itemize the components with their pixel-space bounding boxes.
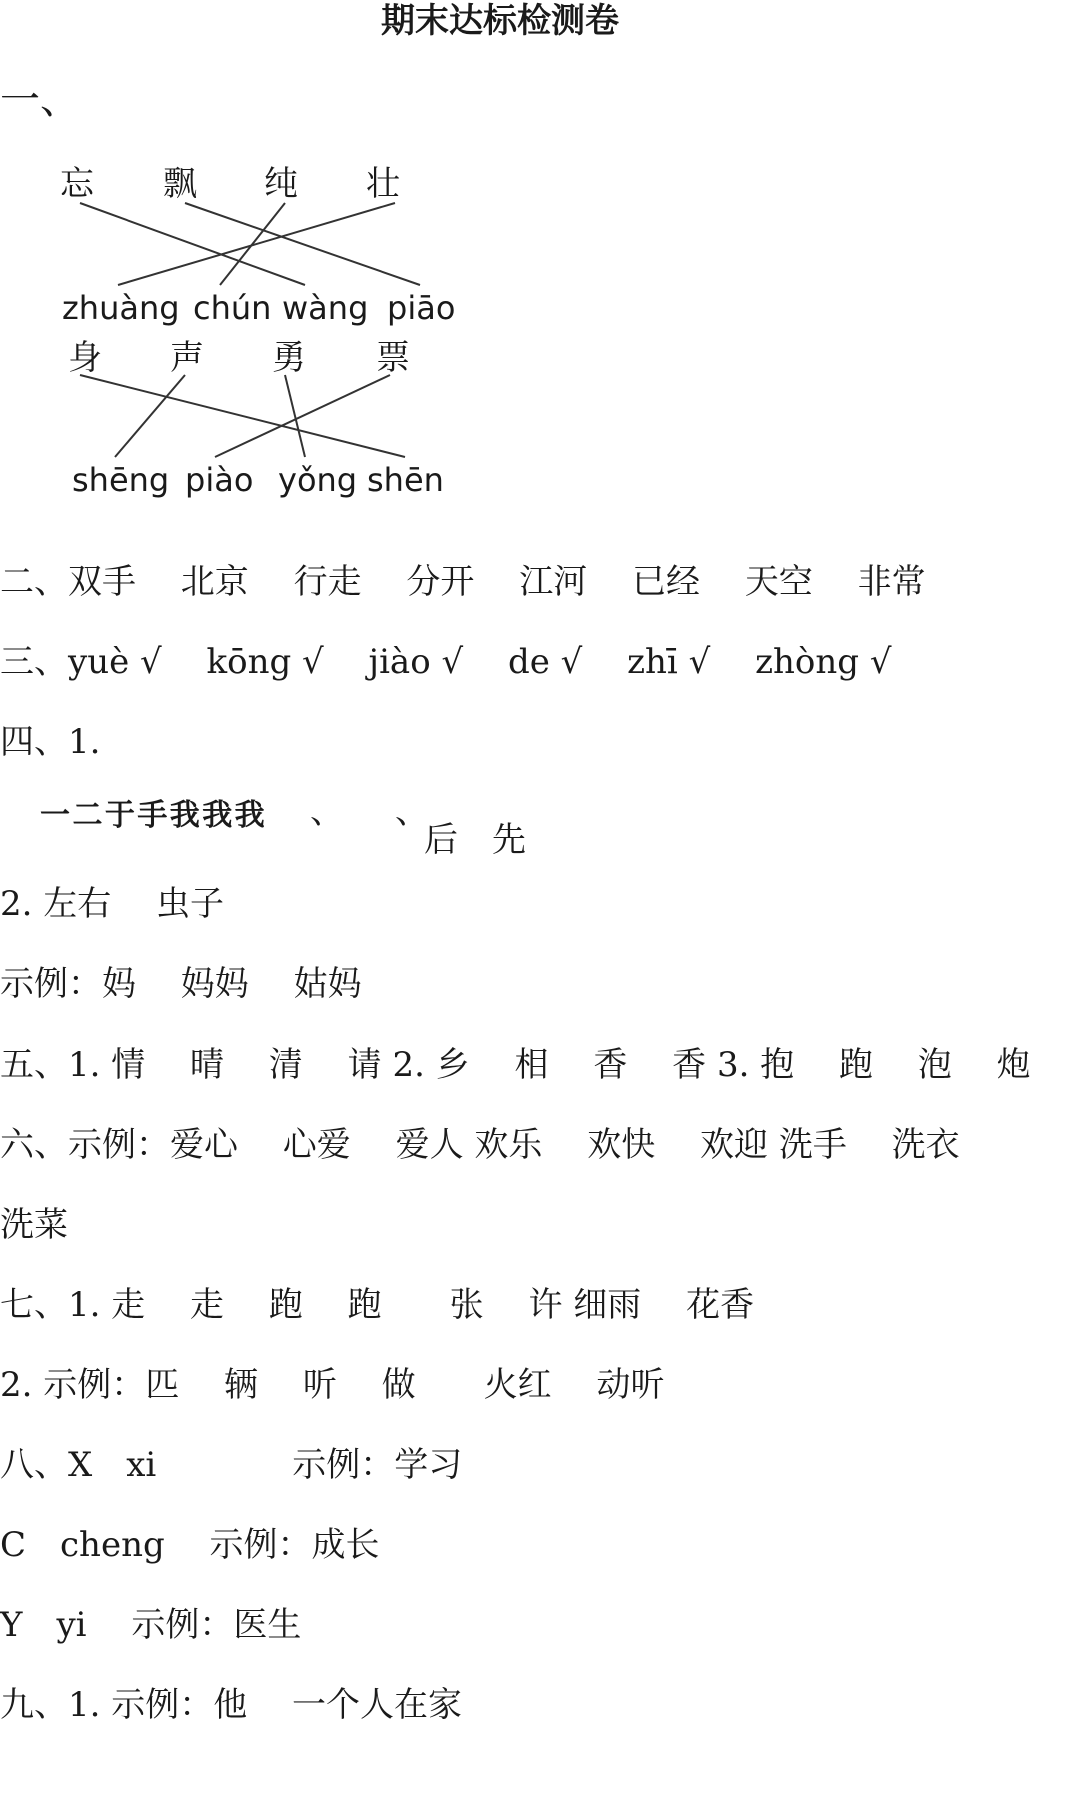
stroke-order-sequence: 一 二 于 手 我 我 我 — [40, 798, 261, 833]
section-1-label: 一、 — [0, 77, 80, 123]
match-char-3: 纯 — [264, 164, 298, 204]
section-8-line-2: C cheng 示例：成长 — [0, 1525, 380, 1565]
match-pinyin-5: shēng — [72, 461, 170, 499]
section-9-answer: 九、1. 示例：他 一个人在家 — [0, 1685, 463, 1725]
match-char-8: 票 — [376, 338, 410, 378]
page-title: 期末达标检测卷 — [381, 1, 619, 41]
match-line-wang — [80, 203, 305, 285]
match-pinyin-6: piào — [185, 461, 254, 499]
match-char-1: 忘 — [60, 164, 94, 204]
section-7-line-2: 2. 示例：匹 辆 听 做 火红 动听 — [0, 1365, 665, 1405]
section-3-answer: 三、yuè √ kōng √ jiào √ de √ zhī √ zhòng √ — [0, 642, 892, 682]
section-4-q2: 2. 左右 虫子 — [0, 884, 225, 924]
match-char-6: 声 — [170, 338, 204, 378]
section-8-line-3: Y yi 示例：医生 — [0, 1605, 302, 1645]
match-char-7: 勇 — [272, 338, 306, 378]
section-4-example: 示例：妈 妈妈 姑妈 — [0, 964, 362, 1004]
section-5-answer: 五、1. 情 晴 清 请 2. 乡 相 香 香 3. 抱 跑 泡 炮 — [0, 1045, 1031, 1085]
match-line-zhuang — [118, 203, 395, 285]
stroke-marks: 、 、 — [310, 792, 429, 832]
section-8-line-1: 八、X xi 示例：学习 — [0, 1445, 463, 1485]
match-pinyin-3: wàng — [282, 289, 369, 327]
matching-lines — [0, 0, 1080, 520]
match-line-chun — [220, 203, 285, 285]
match-line-piao1 — [185, 203, 420, 285]
section-7-line-1: 七、1. 走 走 跑 跑 张 许 细雨 花香 — [0, 1285, 755, 1325]
match-pinyin-4: piāo — [387, 289, 456, 327]
match-pinyin-1: zhuàng — [62, 289, 180, 327]
match-pinyin-2: chún — [193, 289, 272, 327]
match-pinyin-7: yǒng — [278, 461, 358, 499]
section-6-line-2: 洗菜 — [0, 1205, 68, 1245]
section-2-answer: 二、双手 北京 行走 分开 江河 已经 天空 非常 — [0, 562, 926, 602]
stroke-order-answer: 后 先 — [424, 820, 526, 860]
match-char-5: 身 — [68, 338, 102, 378]
match-char-4: 壮 — [366, 164, 400, 204]
match-char-2: 飘 — [163, 164, 197, 204]
match-pinyin-8: shēn — [367, 461, 444, 499]
section-6-line-1: 六、示例：爱心 心爱 爱人 欢乐 欢快 欢迎 洗手 洗衣 — [0, 1125, 960, 1165]
section-4-q1: 四、1. — [0, 722, 101, 762]
